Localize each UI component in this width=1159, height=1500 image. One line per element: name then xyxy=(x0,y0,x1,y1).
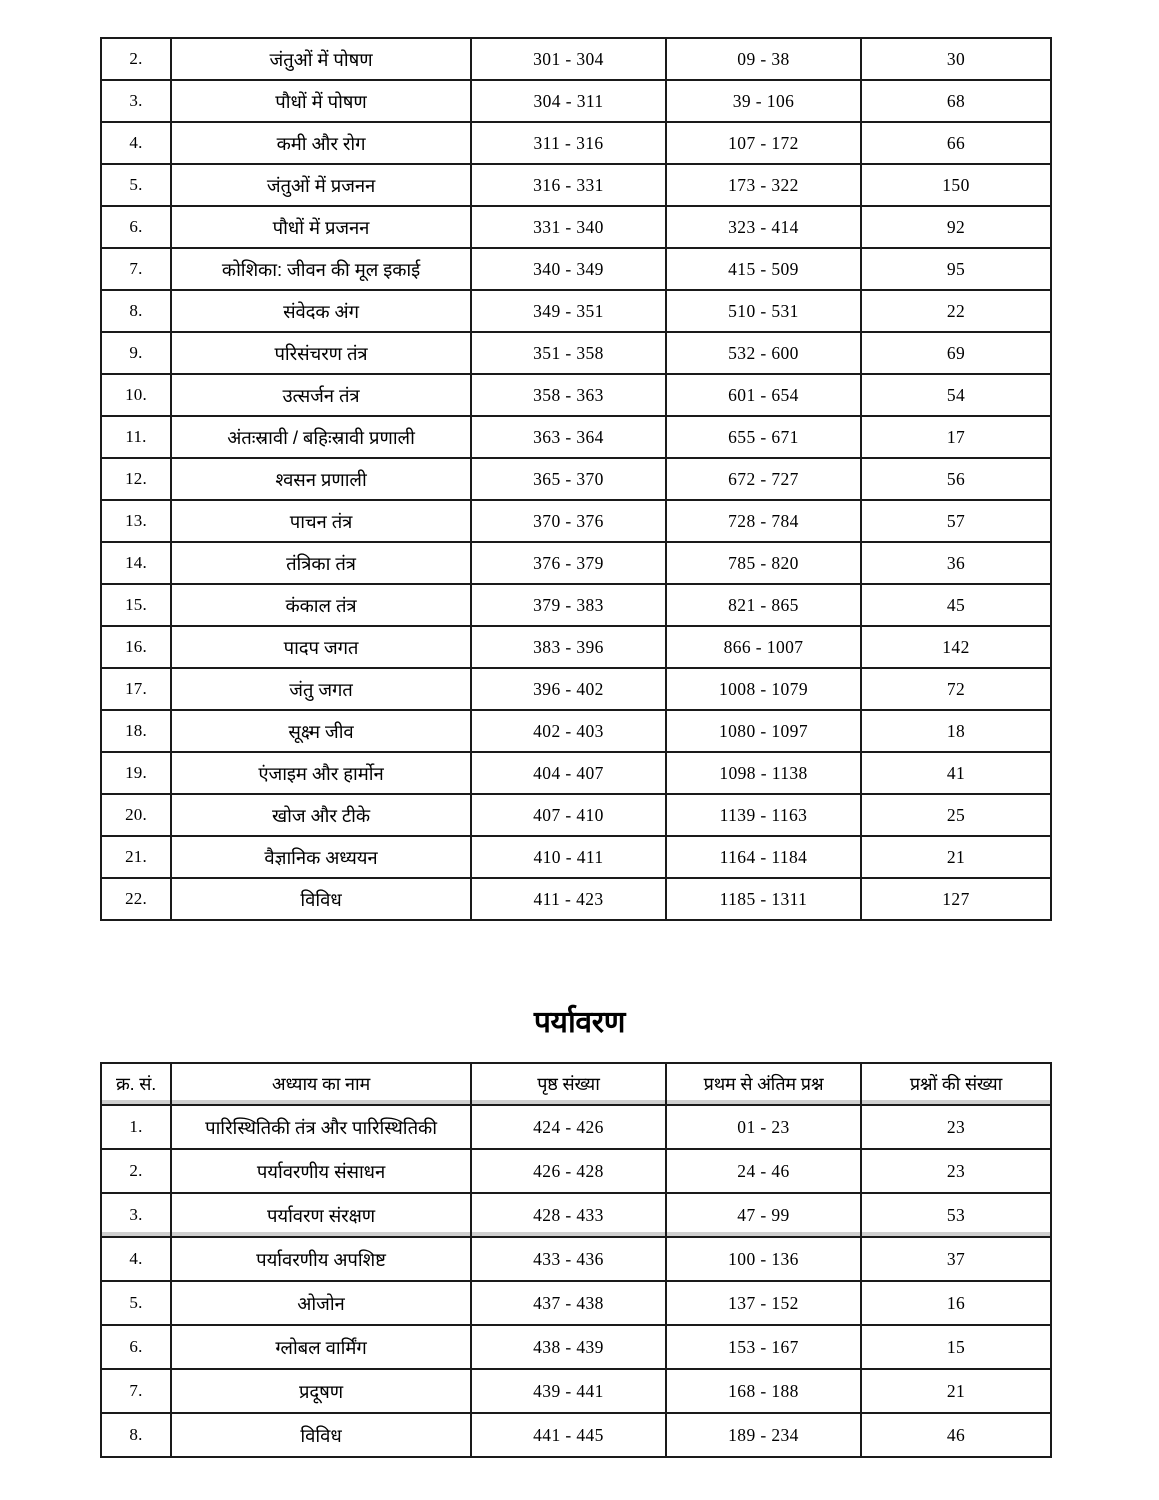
column-header-page-number: पृष्ठ संख्या xyxy=(471,1063,666,1105)
cell-serial: 16. xyxy=(101,626,171,668)
cell-page-number: 438 - 439 xyxy=(471,1325,666,1369)
cell-serial: 1. xyxy=(101,1105,171,1149)
cell-question-count: 54 xyxy=(861,374,1051,416)
table-row xyxy=(101,1105,1051,1149)
cell-page-number: 426 - 428 xyxy=(471,1149,666,1193)
cell-question-count: 16 xyxy=(861,1281,1051,1325)
cell-page-number: 301 - 304 xyxy=(471,38,666,80)
cell-question-count: 57 xyxy=(861,500,1051,542)
cell-page-number: 437 - 438 xyxy=(471,1281,666,1325)
cell-serial: 12. xyxy=(101,458,171,500)
table-row xyxy=(101,1413,1051,1457)
table-two-body xyxy=(101,1105,1051,1457)
cell-page-number: 411 - 423 xyxy=(471,878,666,920)
cell-page-number: 311 - 316 xyxy=(471,122,666,164)
cell-serial: 8. xyxy=(101,290,171,332)
table-row xyxy=(101,332,1051,374)
cell-serial: 20. xyxy=(101,794,171,836)
cell-chapter-name: संवेदक अंग xyxy=(171,290,471,332)
cell-question-range: 173 - 322 xyxy=(666,164,861,206)
cell-question-range: 655 - 671 xyxy=(666,416,861,458)
cell-chapter-name: खोज और टीके xyxy=(171,794,471,836)
table-row xyxy=(101,1149,1051,1193)
cell-page-number: 396 - 402 xyxy=(471,668,666,710)
cell-serial: 10. xyxy=(101,374,171,416)
cell-page-number: 383 - 396 xyxy=(471,626,666,668)
cell-serial: 6. xyxy=(101,1325,171,1369)
cell-page-number: 433 - 436 xyxy=(471,1237,666,1281)
cell-serial: 15. xyxy=(101,584,171,626)
cell-chapter-name: ओजोन xyxy=(171,1281,471,1325)
cell-page-number: 404 - 407 xyxy=(471,752,666,794)
cell-serial: 5. xyxy=(101,164,171,206)
cell-question-count: 36 xyxy=(861,542,1051,584)
cell-question-range: 323 - 414 xyxy=(666,206,861,248)
cell-serial: 18. xyxy=(101,710,171,752)
cell-question-count: 18 xyxy=(861,710,1051,752)
cell-chapter-name: ग्लोबल वार्मिंग xyxy=(171,1325,471,1369)
cell-chapter-name: प्रदूषण xyxy=(171,1369,471,1413)
cell-chapter-name: पौधों में प्रजनन xyxy=(171,206,471,248)
cell-question-count: 66 xyxy=(861,122,1051,164)
cell-chapter-name: विविध xyxy=(171,1413,471,1457)
cell-question-count: 30 xyxy=(861,38,1051,80)
table-row xyxy=(101,1237,1051,1281)
cell-question-range: 510 - 531 xyxy=(666,290,861,332)
cell-serial: 4. xyxy=(101,122,171,164)
cell-question-count: 69 xyxy=(861,332,1051,374)
cell-question-range: 672 - 727 xyxy=(666,458,861,500)
table-row xyxy=(101,500,1051,542)
cell-question-range: 415 - 509 xyxy=(666,248,861,290)
cell-question-count: 25 xyxy=(861,794,1051,836)
table-two-header xyxy=(101,1063,1051,1105)
cell-serial: 5. xyxy=(101,1281,171,1325)
table-row xyxy=(101,374,1051,416)
cell-question-range: 24 - 46 xyxy=(666,1149,861,1193)
cell-page-number: 363 - 364 xyxy=(471,416,666,458)
cell-page-number: 340 - 349 xyxy=(471,248,666,290)
cell-serial: 2. xyxy=(101,38,171,80)
cell-serial: 21. xyxy=(101,836,171,878)
table-row xyxy=(101,668,1051,710)
cell-chapter-name: श्वसन प्रणाली xyxy=(171,458,471,500)
table-row xyxy=(101,794,1051,836)
cell-question-range: 866 - 1007 xyxy=(666,626,861,668)
cell-question-range: 09 - 38 xyxy=(666,38,861,80)
cell-serial: 2. xyxy=(101,1149,171,1193)
chapter-index-table-continued xyxy=(100,37,1052,921)
table-row xyxy=(101,1281,1051,1325)
cell-serial: 3. xyxy=(101,1193,171,1237)
cell-page-number: 410 - 411 xyxy=(471,836,666,878)
table-row xyxy=(101,248,1051,290)
cell-page-number: 370 - 376 xyxy=(471,500,666,542)
cell-chapter-name: पारिस्थितिकी तंत्र और पारिस्थितिकी xyxy=(171,1105,471,1149)
cell-chapter-name: अंतःस्रावी / बहिःस्रावी प्रणाली xyxy=(171,416,471,458)
cell-chapter-name: पादप जगत xyxy=(171,626,471,668)
cell-question-count: 127 xyxy=(861,878,1051,920)
cell-question-range: 137 - 152 xyxy=(666,1281,861,1325)
cell-chapter-name: जंतुओं में पोषण xyxy=(171,38,471,80)
cell-question-range: 1164 - 1184 xyxy=(666,836,861,878)
cell-question-count: 142 xyxy=(861,626,1051,668)
table-row xyxy=(101,626,1051,668)
cell-page-number: 316 - 331 xyxy=(471,164,666,206)
table-row xyxy=(101,206,1051,248)
table-row xyxy=(101,584,1051,626)
cell-question-range: 1080 - 1097 xyxy=(666,710,861,752)
cell-question-range: 100 - 136 xyxy=(666,1237,861,1281)
cell-serial: 19. xyxy=(101,752,171,794)
table-row xyxy=(101,122,1051,164)
column-header-serial: क्र. सं. xyxy=(101,1063,171,1105)
table-row xyxy=(101,416,1051,458)
table-header-row xyxy=(101,1063,1051,1105)
cell-question-count: 22 xyxy=(861,290,1051,332)
cell-question-range: 1098 - 1138 xyxy=(666,752,861,794)
cell-chapter-name: पर्यावरणीय अपशिष्ट xyxy=(171,1237,471,1281)
table-row xyxy=(101,80,1051,122)
table-row xyxy=(101,1325,1051,1369)
cell-page-number: 304 - 311 xyxy=(471,80,666,122)
cell-question-range: 601 - 654 xyxy=(666,374,861,416)
table-row xyxy=(101,878,1051,920)
cell-page-number: 424 - 426 xyxy=(471,1105,666,1149)
cell-page-number: 349 - 351 xyxy=(471,290,666,332)
cell-chapter-name: जंतु जगत xyxy=(171,668,471,710)
cell-question-range: 1185 - 1311 xyxy=(666,878,861,920)
cell-chapter-name: उत्सर्जन तंत्र xyxy=(171,374,471,416)
cell-chapter-name: सूक्ष्म जीव xyxy=(171,710,471,752)
cell-serial: 9. xyxy=(101,332,171,374)
table-row xyxy=(101,1193,1051,1237)
cell-serial: 17. xyxy=(101,668,171,710)
cell-question-range: 153 - 167 xyxy=(666,1325,861,1369)
cell-question-count: 95 xyxy=(861,248,1051,290)
cell-page-number: 331 - 340 xyxy=(471,206,666,248)
cell-chapter-name: कोशिका: जीवन की मूल इकाई xyxy=(171,248,471,290)
cell-question-range: 728 - 784 xyxy=(666,500,861,542)
cell-serial: 22. xyxy=(101,878,171,920)
cell-question-range: 532 - 600 xyxy=(666,332,861,374)
cell-question-count: 17 xyxy=(861,416,1051,458)
cell-question-count: 23 xyxy=(861,1149,1051,1193)
cell-question-count: 37 xyxy=(861,1237,1051,1281)
cell-question-range: 168 - 188 xyxy=(666,1369,861,1413)
cell-page-number: 441 - 445 xyxy=(471,1413,666,1457)
table-row xyxy=(101,752,1051,794)
table-row xyxy=(101,542,1051,584)
cell-serial: 4. xyxy=(101,1237,171,1281)
cell-serial: 8. xyxy=(101,1413,171,1457)
cell-serial: 6. xyxy=(101,206,171,248)
table-row xyxy=(101,1369,1051,1413)
page-title: पर्यावरण xyxy=(533,1006,626,1039)
table-one-body xyxy=(101,38,1051,920)
cell-question-range: 1008 - 1079 xyxy=(666,668,861,710)
cell-serial: 3. xyxy=(101,80,171,122)
cell-chapter-name: पाचन तंत्र xyxy=(171,500,471,542)
cell-question-range: 189 - 234 xyxy=(666,1413,861,1457)
cell-question-count: 15 xyxy=(861,1325,1051,1369)
cell-serial: 7. xyxy=(101,1369,171,1413)
column-header-chapter-name: अध्याय का नाम xyxy=(171,1063,471,1105)
cell-page-number: 351 - 358 xyxy=(471,332,666,374)
table-row xyxy=(101,38,1051,80)
cell-serial: 13. xyxy=(101,500,171,542)
cell-question-count: 150 xyxy=(861,164,1051,206)
table-row xyxy=(101,458,1051,500)
cell-question-count: 41 xyxy=(861,752,1051,794)
column-header-question-count: प्रश्नों की संख्या xyxy=(861,1063,1051,1105)
cell-chapter-name: पर्यावरणीय संसाधन xyxy=(171,1149,471,1193)
cell-chapter-name: परिसंचरण तंत्र xyxy=(171,332,471,374)
cell-question-count: 92 xyxy=(861,206,1051,248)
table-row xyxy=(101,290,1051,332)
cell-question-range: 39 - 106 xyxy=(666,80,861,122)
cell-page-number: 379 - 383 xyxy=(471,584,666,626)
cell-question-range: 01 - 23 xyxy=(666,1105,861,1149)
cell-page-number: 402 - 403 xyxy=(471,710,666,752)
cell-chapter-name: जंतुओं में प्रजनन xyxy=(171,164,471,206)
cell-question-range: 1139 - 1163 xyxy=(666,794,861,836)
cell-chapter-name: एंजाइम और हार्मोन xyxy=(171,752,471,794)
cell-question-count: 46 xyxy=(861,1413,1051,1457)
cell-chapter-name: वैज्ञानिक अध्ययन xyxy=(171,836,471,878)
cell-serial: 7. xyxy=(101,248,171,290)
cell-page-number: 407 - 410 xyxy=(471,794,666,836)
column-header-question-range: प्रथम से अंतिम प्रश्न xyxy=(666,1063,861,1105)
table-row xyxy=(101,710,1051,752)
table-row xyxy=(101,164,1051,206)
cell-chapter-name: कमी और रोग xyxy=(171,122,471,164)
cell-question-count: 56 xyxy=(861,458,1051,500)
cell-page-number: 358 - 363 xyxy=(471,374,666,416)
cell-page-number: 428 - 433 xyxy=(471,1193,666,1237)
cell-question-count: 53 xyxy=(861,1193,1051,1237)
cell-page-number: 376 - 379 xyxy=(471,542,666,584)
cell-page-number: 365 - 370 xyxy=(471,458,666,500)
cell-chapter-name: पर्यावरण संरक्षण xyxy=(171,1193,471,1237)
cell-chapter-name: विविध xyxy=(171,878,471,920)
cell-question-range: 821 - 865 xyxy=(666,584,861,626)
cell-chapter-name: पौधों में पोषण xyxy=(171,80,471,122)
cell-question-range: 47 - 99 xyxy=(666,1193,861,1237)
cell-chapter-name: कंकाल तंत्र xyxy=(171,584,471,626)
cell-chapter-name: तंत्रिका तंत्र xyxy=(171,542,471,584)
cell-question-range: 107 - 172 xyxy=(666,122,861,164)
table-row xyxy=(101,836,1051,878)
cell-question-count: 23 xyxy=(861,1105,1051,1149)
cell-question-count: 21 xyxy=(861,836,1051,878)
cell-question-count: 45 xyxy=(861,584,1051,626)
cell-question-count: 21 xyxy=(861,1369,1051,1413)
cell-serial: 14. xyxy=(101,542,171,584)
cell-page-number: 439 - 441 xyxy=(471,1369,666,1413)
cell-question-range: 785 - 820 xyxy=(666,542,861,584)
environment-chapter-index-table xyxy=(100,1062,1052,1458)
cell-question-count: 68 xyxy=(861,80,1051,122)
cell-serial: 11. xyxy=(101,416,171,458)
cell-question-count: 72 xyxy=(861,668,1051,710)
